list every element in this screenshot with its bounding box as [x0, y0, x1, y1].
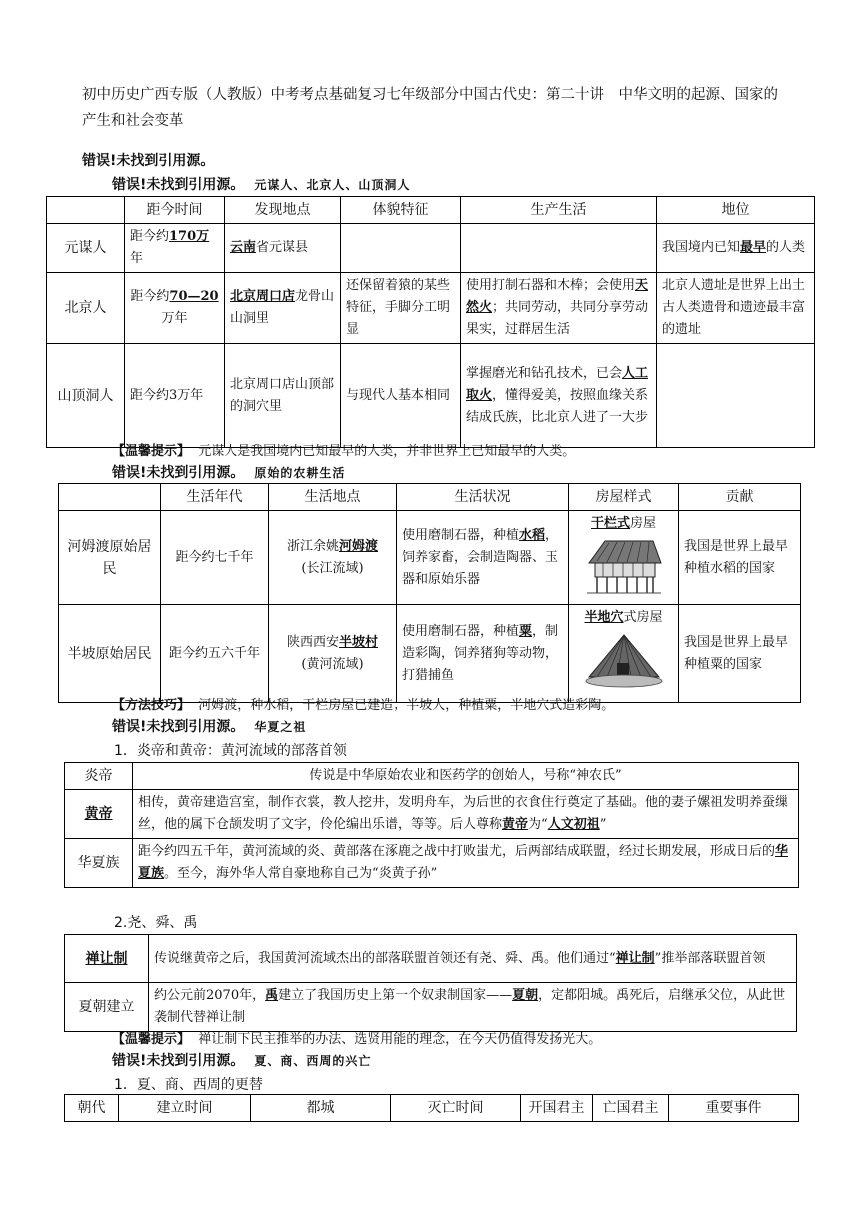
row-name: 夏朝建立: [65, 983, 149, 1032]
row-name: 元谋人: [47, 224, 125, 273]
tip-label: 【温馨提示】: [112, 444, 191, 459]
cell-place: 陕西西安半坡村 (黄河流域): [269, 605, 397, 703]
header-cell: 房屋样式: [569, 484, 679, 511]
cell-life: 使用磨制石器，种植水稻，饲养家畜，会制造陶器、玉器和原始乐器: [397, 511, 569, 605]
header-cell: 灭亡时间: [391, 1095, 521, 1122]
section-heading-4: [112, 1050, 371, 1070]
header-cell: 贡献: [679, 484, 801, 511]
header-cell: 开国君主: [521, 1095, 593, 1122]
cell-time: 距今约七千年: [161, 511, 269, 605]
cell-place: 北京周口店龙骨山山洞里: [225, 273, 341, 344]
dynasties-table: [64, 1094, 799, 1122]
error-ref: 错误!未找到引用源。: [112, 465, 245, 481]
error-ref: 错误!未找到引用源。: [112, 1053, 245, 1069]
table-header-row: [59, 484, 801, 511]
tip-line: [112, 440, 575, 459]
header-cell: 生活地点: [269, 484, 397, 511]
early-humans-table: [46, 196, 815, 448]
row-text: 约公元前2070年，禹建立了我国历史上第一个奴隶制国家——夏朝，定都阳城。禹死后，启继承父位，从此世袭制代替禅让制: [149, 983, 797, 1032]
table-row: [47, 224, 815, 273]
tip-text: 河姆渡，种水稻，干栏房屋已建造；半坡人，种植粟，半地穴式造彩陶。: [198, 698, 615, 713]
tip-line: [112, 694, 614, 713]
section-subtitle: 夏、商、西周的兴亡: [254, 1054, 372, 1068]
cell-place: 浙江余姚河姆渡 (长江流域): [269, 511, 397, 605]
header-cell: 距今时间: [125, 197, 225, 224]
header-cell: 重要事件: [669, 1095, 799, 1122]
row-name: 黄帝: [65, 790, 133, 839]
cell-time: 距今约70—20万年: [125, 273, 225, 344]
header-cell: 发现地点: [225, 197, 341, 224]
row-text: 距今约四五千年，黄河流域的炎、黄部落在涿鹿之战中打败蚩尤，后两部结成联盟，经过长期发展，形成日后的华夏族。至今，海外华人常自豪地称自己为“炎黄子孙”: [133, 839, 799, 888]
table-row: [65, 839, 799, 888]
section-heading-1: [112, 174, 410, 194]
table-row: [65, 790, 799, 839]
tip-label: 【方法技巧】: [112, 698, 191, 713]
cell-time: 距今约五六千年: [161, 605, 269, 703]
row-name: 北京人: [47, 273, 125, 344]
cell-contribution: 我国是世界上最早种植水稻的国家: [679, 511, 801, 605]
header-cell: [47, 197, 125, 224]
pit-house-icon: [583, 631, 665, 691]
row-text: 相传，黄帝建造宫室，制作衣裳，教人挖井，发明舟车，为后世的衣食住行奠定了基础。他的妻子嫘祖发明养蚕缫丝，他的属下仓颉发明了文字，伶伦编出乐谱，等等。后人尊称黄帝为“人文初祖”: [133, 790, 799, 839]
table-row: [59, 605, 801, 703]
row-name: 炎帝: [65, 763, 133, 790]
cell-place: 云南省元谋县: [225, 224, 341, 273]
header-cell: 朝代: [65, 1095, 119, 1122]
subsection-heading: 1．夏、商、西周的更替: [114, 1077, 263, 1093]
subsection-heading: 1．炎帝和黄帝：黄河流域的部落首领: [114, 743, 347, 759]
tip-label: 【温馨提示】: [112, 1032, 191, 1047]
stilt-house-icon: [583, 537, 665, 595]
header-cell: 生活年代: [161, 484, 269, 511]
section-subtitle: 原始的农耕生活: [254, 466, 346, 480]
error-ref: 错误!未找到引用源。: [112, 719, 245, 735]
row-text: 传说是中华原始农业和医药学的创始人，号称“神农氏”: [133, 763, 799, 790]
farming-table: [58, 483, 801, 703]
row-name: 华夏族: [65, 839, 133, 888]
section-heading-2: [112, 462, 345, 482]
tip-text: 元谋人是我国境内已知最早的人类，并非世界上已知最早的人类。: [198, 444, 576, 459]
header-cell: 亡国君主: [593, 1095, 669, 1122]
header-cell: 地位: [657, 197, 815, 224]
error-ref: 错误!未找到引用源。: [112, 177, 245, 193]
row-name: 半坡原始居民: [59, 605, 161, 703]
yao-shun-yu-table: [64, 934, 797, 1032]
table-row: [65, 935, 797, 983]
cell-feature: [341, 224, 461, 273]
cell-time: 距今约3万年: [125, 344, 225, 448]
table-header-row: [47, 197, 815, 224]
table-header-row: [65, 1095, 799, 1122]
cell-place: 北京周口店山顶部的洞穴里: [225, 344, 341, 448]
ancestors-table: [64, 762, 799, 888]
cell-status: [657, 344, 815, 448]
cell-life: 掌握磨光和钻孔技术，已会人工取火，懂得爱美，按照血缘关系结成氏族，比北京人进了一大步: [461, 344, 657, 448]
header-cell: 都城: [251, 1095, 391, 1122]
header-cell: 体貌特征: [341, 197, 461, 224]
row-name: 山顶洞人: [47, 344, 125, 448]
table-row: [59, 511, 801, 605]
row-name: 禅让制: [65, 935, 149, 983]
subsection-heading: 2.尧、舜、禹: [114, 915, 198, 931]
row-name: 河姆渡原始居民: [59, 511, 161, 605]
table-row: [65, 983, 797, 1032]
cell-house: 干栏式房屋: [569, 511, 679, 605]
table-row: [47, 273, 815, 344]
header-cell: 建立时间: [119, 1095, 251, 1122]
header-cell: 生活状况: [397, 484, 569, 511]
table-row: [47, 344, 815, 448]
header-cell: 生产生活: [461, 197, 657, 224]
cell-life: 使用打制石器和木棒；会使用天然火；共同劳动，共同分享劳动果实，过群居生活: [461, 273, 657, 344]
section-heading-3: [112, 716, 306, 736]
tip-line: [112, 1028, 601, 1047]
error-heading: 错误!未找到引用源。: [82, 153, 215, 169]
section-subtitle: 元谋人、北京人、山顶洞人: [254, 178, 411, 192]
cell-time: 距今约170万年: [125, 224, 225, 273]
row-text: 传说继黄帝之后，我国黄河流域杰出的部落联盟首领还有尧、舜、禹。他们通过“禅让制”推举部落联盟首领: [149, 935, 797, 983]
cell-house: 半地穴式房屋: [569, 605, 679, 703]
cell-feature: 与现代人基本相同: [341, 344, 461, 448]
tip-text: 禅让制下民主推举的办法、选贤用能的理念，在今天仍值得发扬光大。: [198, 1032, 602, 1047]
cell-contribution: 我国是世界上最早种植粟的国家: [679, 605, 801, 703]
table-row: [65, 763, 799, 790]
section-subtitle: 华夏之祖: [254, 720, 307, 734]
cell-status: 我国境内已知最早的人类: [657, 224, 815, 273]
header-cell: [59, 484, 161, 511]
cell-status: 北京人遗址是世界上出土古人类遗骨和遗迹最丰富的遗址: [657, 273, 815, 344]
cell-life: 使用磨制石器，种植粟，制造彩陶，饲养猪狗等动物，打猎捕鱼: [397, 605, 569, 703]
cell-feature: 还保留着猿的某些特征，手脚分工明显: [341, 273, 461, 344]
document-title: 初中历史广西专版（人教版）中考考点基础复习七年级部分中国古代史：第二十讲 中华文明的起源、国家的产生和社会变革: [82, 87, 778, 129]
cell-life: [461, 224, 657, 273]
